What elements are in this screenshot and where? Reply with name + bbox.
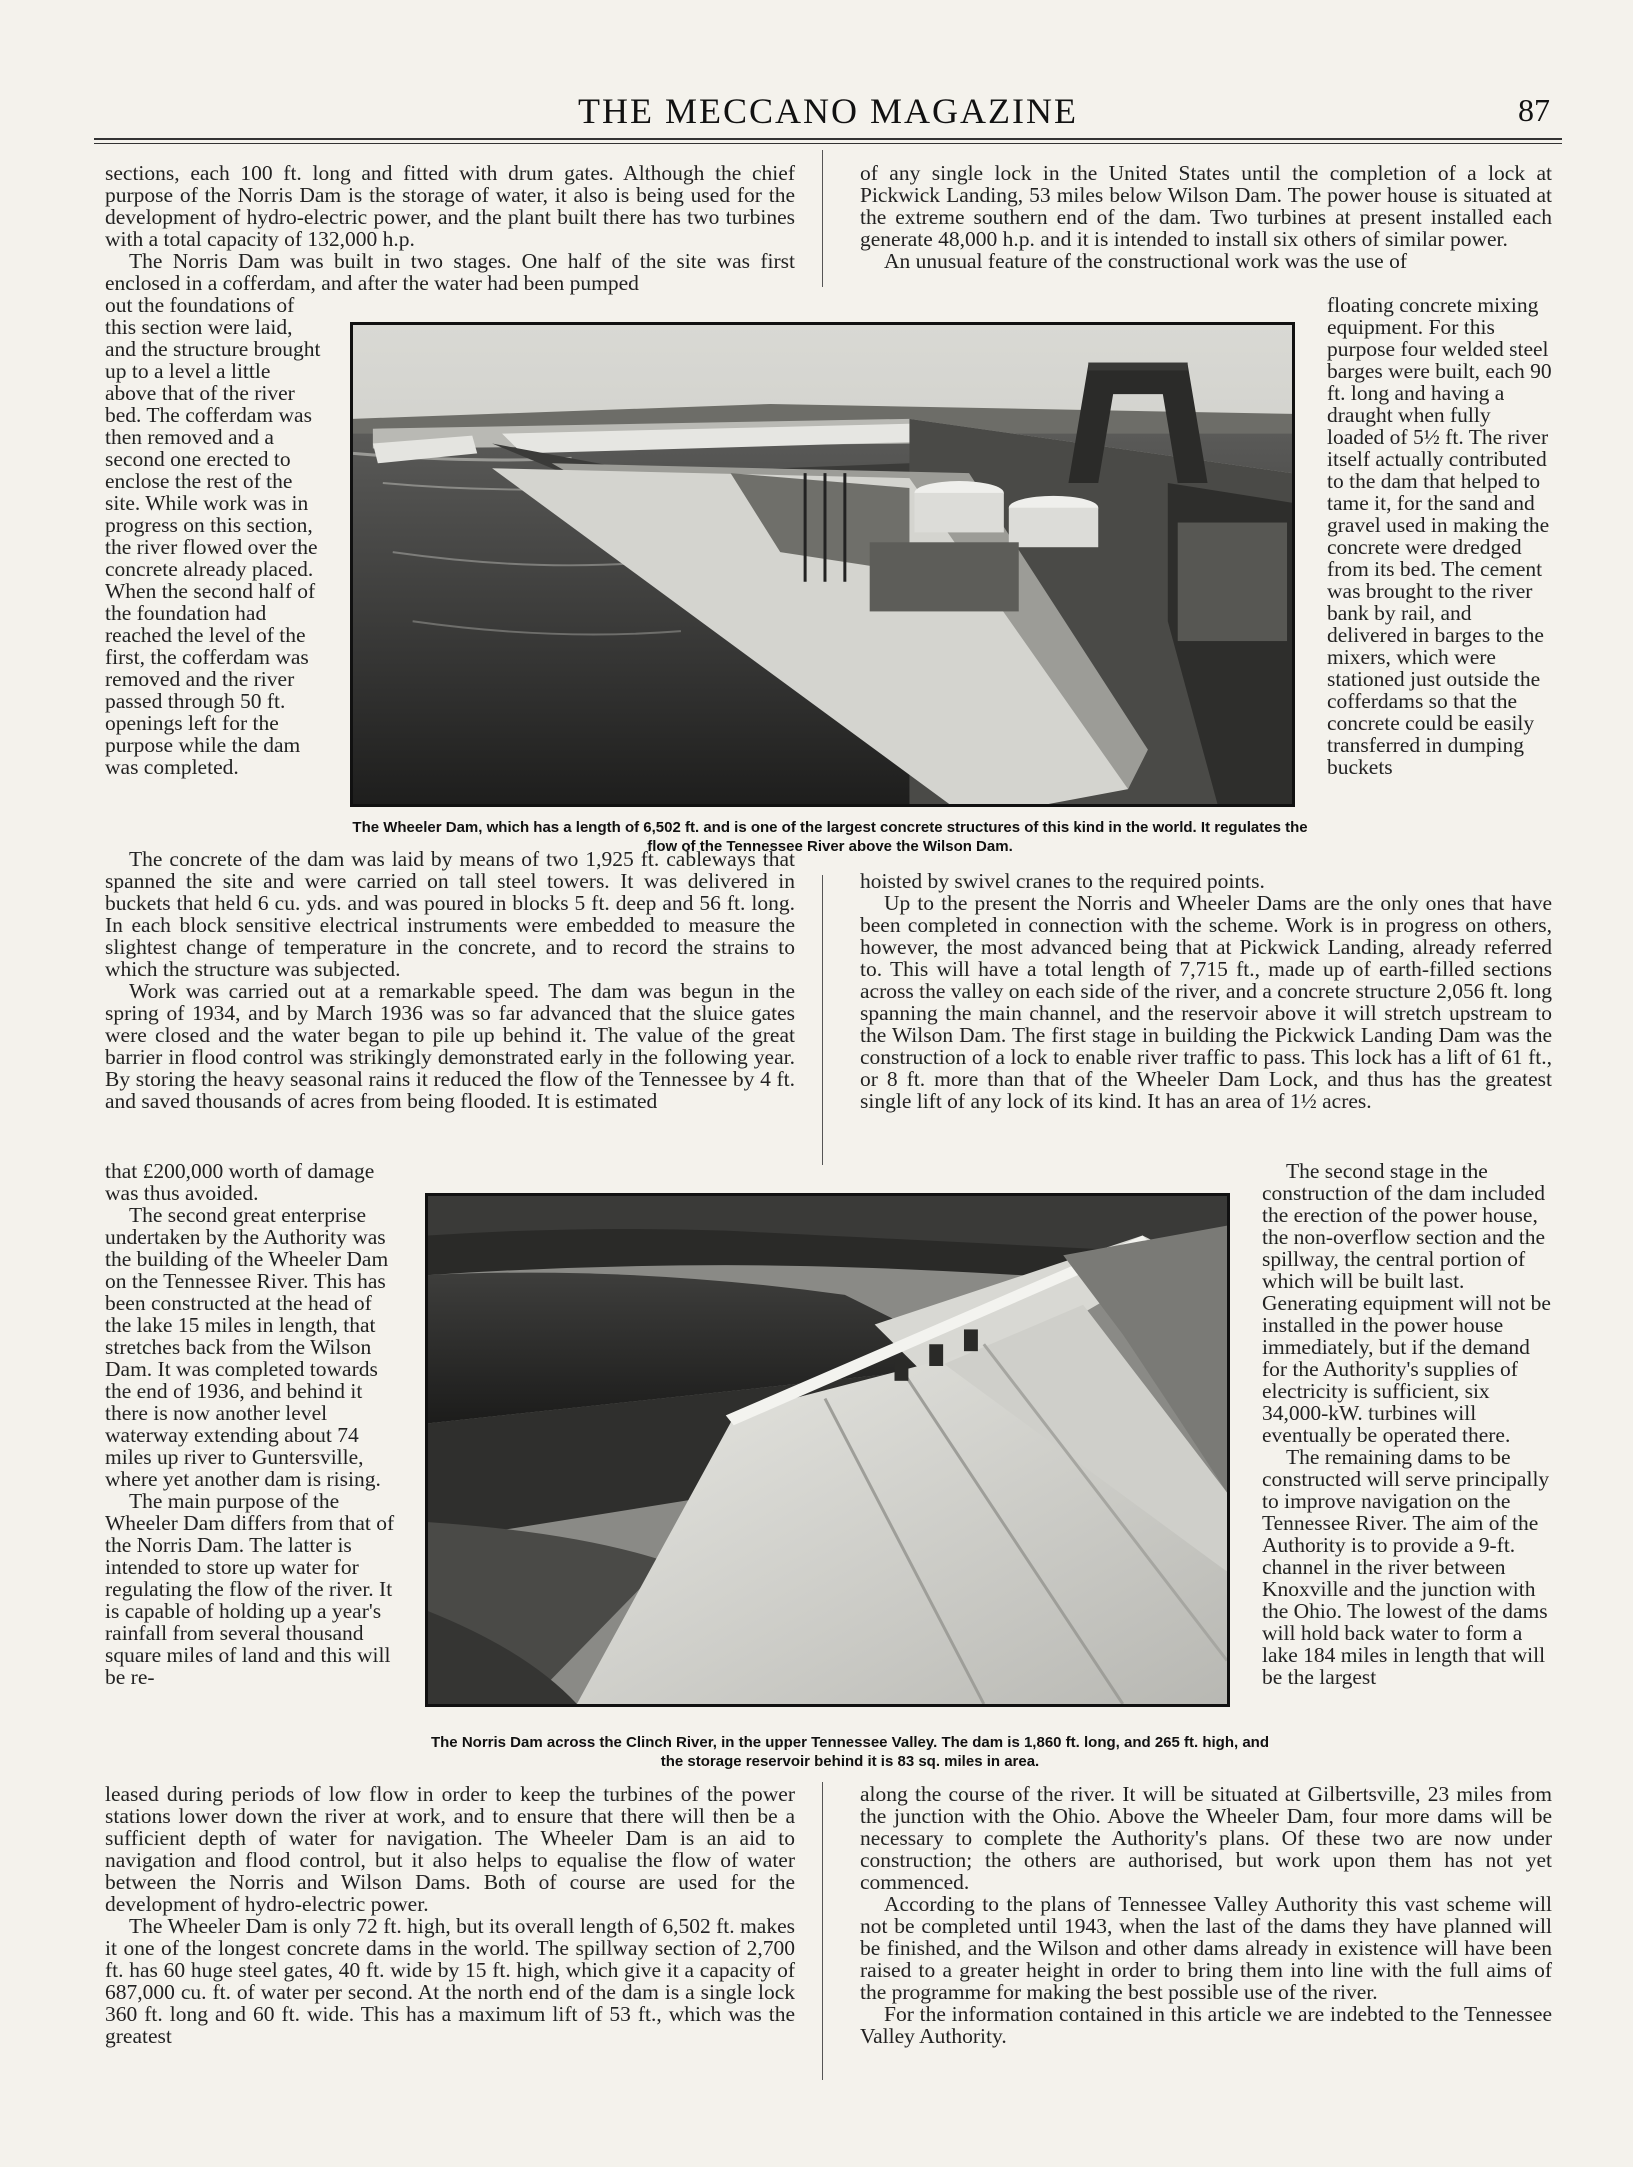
left-beside-photo2-text <box>105 1160 395 1688</box>
paragraph: Up to the present the Norris and Wheeler Dams are the only ones that have been completed in connection with the scheme. Work is in progress on others, however, the most advanced being that at Pickwick Landing, already referred to. This will have a total length of 7,715 ft., made up of earth-filled sections across the valley on each side of the river, and a concrete structure 2,056 ft. long spanning the main channel, and the reservoir above it will stretch upstream to the Wilson Dam. The first stage in building the Pickwick Landing Dam was the construction of a lock to enable river traffic to pass. This lock has a lift of 61 ft., or 8 ft. more than that of the Wheeler Dam Lock, and thus has the greatest single lift of any lock of its kind. It has an area of 1½ acres. <box>860 891 1552 1113</box>
paragraph: The second stage in the construction of the dam included the erection of the power house, the non-overflow section and the spillway, the central portion of which will be built last. Generating equipment will not be installed in the power house immediately, but if the demand for the Authority's supplies of electricity is sufficient, six 34,000-kW. turbines will eventually be operated there. <box>1262 1159 1551 1447</box>
column-divider <box>822 875 823 1165</box>
wheeler-dam-photo <box>350 322 1295 807</box>
column-divider <box>822 1782 823 2080</box>
header-rule-thin <box>94 143 1562 144</box>
paragraph: hoisted by swivel cranes to the required points. <box>860 869 1265 893</box>
paragraph: The remaining dams to be constructed will serve principally to improve navigation on the Tennessee River. The aim of the Authority is to provide a 9-ft. channel in the river between Knoxville and the junction with the Ohio. The lowest of the dams will hold back water to form a lake 184 miles in length that will be the largest <box>1262 1445 1550 1689</box>
right-mid-text <box>860 870 1552 1112</box>
paragraph: The second great enterprise undertaken by the Authority was the building of the Wheeler Dam on the Tennessee River. This has been constructed at the head of the lake 15 miles in length, that stretches back from the Wilson Dam. It was completed towards the end of 1936, and behind it there is now another level waterway extending about 74 miles up river to Guntersville, where yet another dam is rising. <box>105 1203 389 1491</box>
norris-dam-illustration <box>428 1196 1227 1704</box>
paragraph: of any single lock in the United States until the completion of a lock at Pickwick Landing, 53 miles below Wilson Dam. The power house is situated at the extreme southern end of the dam. Two turbines at present installed each generate 48,000 h.p. and it is intended to install six others of similar power. <box>860 161 1552 251</box>
column-divider <box>822 150 823 287</box>
paragraph: According to the plans of Tennessee Valley Authority this vast scheme will not be completed until 1943, when the last of the dams they have planned will be finished, and the Wilson and other dams already in existence will have been raised to a greater height in order to bring them into line with the full aims of the programme for making the best possible use of the river. <box>860 1892 1552 2004</box>
paragraph: leased during periods of low flow in order to keep the turbines of the power stations lower down the river at work, and to ensure that there will then be a sufficient depth of water for navigation. The Wheeler Dam is an aid to navigation and flood control, but it also helps to equalise the flow of water between the Norris and Wilson Dams. Both of course are used for the development of hydro-electric power. <box>105 1782 795 1916</box>
right-beside-photo1-text <box>1327 294 1552 778</box>
paragraph: Work was carried out at a remarkable speed. The dam was begun in the spring of 1934, and by March 1936 was so far advanced that the sluice gates were closed and the water began to pile up behind it. The value of the great barrier in flood control was strikingly demonstrated early in the following year. By storing the heavy seasonal rains it reduced the flow of the Tennessee by 4 ft. and saved thousands of acres from being flooded. It is estimated <box>105 979 795 1113</box>
right-bottom-text <box>860 1783 1552 2047</box>
norris-dam-caption: The Norris Dam across the Clinch River, in the upper Tennessee Valley. The dam is 1,860 ft. long, and 265 ft. high, and the storage reservoir behind it is 83 sq. miles in area. <box>430 1734 1269 1770</box>
masthead <box>94 86 1562 136</box>
right-top-text <box>860 162 1552 272</box>
page-number: 87 <box>1518 92 1550 128</box>
paragraph: An unusual feature of the constructional work was the use of <box>884 249 1408 273</box>
paragraph: The Wheeler Dam is only 72 ft. high, but its overall length of 6,502 ft. makes it one of the longest concrete dams in the world. The spillway section of 2,700 ft. has 60 huge steel gates, 40 ft. wide by 15 ft. high, which give it a capacity of 687,000 cu. ft. of water per second. At the north end of the dam is a single lock 360 ft. long and 60 ft. wide. This has a maximum lift of 53 ft., which was the greatest <box>105 1914 795 2048</box>
wheeler-dam-illustration <box>353 325 1292 804</box>
paragraph: out the foundations of this section were laid, and the structure brought up to a level a little above that of the river bed. The cofferdam was then removed and a second one erected to enclose the rest of the site. While work was in progress on this section, the river flowed over the concrete already placed. When the second half of the foundation had reached the level of the first, the cofferdam was removed and the river passed through 50 ft. openings left for the purpose while the dam was completed. <box>105 293 321 779</box>
left-beside-photo1-text <box>105 294 327 778</box>
paragraph: For the information contained in this article we are indebted to the Tennessee Valley Authority. <box>860 2002 1552 2048</box>
left-top-text <box>105 162 795 294</box>
paragraph: The Norris Dam was built in two stages. One half of the site was first enclosed in a cofferdam, and after the water had been pumped <box>105 249 795 295</box>
left-bottom-text <box>105 1783 795 2047</box>
paragraph: sections, each 100 ft. long and fitted with drum gates. Although the chief purpose of the Norris Dam is the storage of water, it also is being used for the development of hydro-electric power, and the plant built there has two turbines with a total capacity of 132,000 h.p. <box>105 161 795 251</box>
norris-dam-photo <box>425 1193 1230 1707</box>
paragraph: along the course of the river. It will be situated at Gilbertsville, 23 miles from the junction with the Ohio. Above the Wheeler Dam, four more dams will be necessary to complete the Authority's plans. Of these two are now under construction; the others are authorised, but work upon them has not yet commenced. <box>860 1782 1552 1894</box>
right-beside-photo2-text <box>1262 1160 1552 1688</box>
paragraph: The main purpose of the Wheeler Dam differs from that of the Norris Dam. The latter is intended to store up water for regulating the flow of the river. It is capable of holding up a year's rainfall from several thousand square miles of land and this will be re- <box>105 1489 395 1689</box>
header-rule <box>94 138 1562 140</box>
paragraph: The concrete of the dam was laid by means of two 1,925 ft. cableways that spanned the site and were carried on tall steel towers. It was delivered in buckets that held 6 cu. yds. and was poured in blocks 5 ft. deep and 56 ft. long. In each block sensitive electrical instruments were embedded to measure the slightest change of temperature in the concrete, and to record the strains to which the structure was subjected. <box>105 847 795 981</box>
paragraph: floating concrete mixing equipment. For this purpose four welded steel barges were built, each 90 ft. long and having a draught when fully loaded of 5½ ft. The river itself actually contributed to the dam that helped to tame it, for the sand and gravel used in making the concrete were dredged from its bed. The cement was brought to the river bank by rail, and delivered in barges to the mixers, which were stationed just outside the cofferdams so that the concrete could be easily transferred in dumping buckets <box>1327 293 1552 779</box>
paragraph: that £200,000 worth of damage was thus avoided. <box>105 1159 375 1205</box>
left-mid-text <box>105 848 795 1112</box>
magazine-title: THE MECCANO MAGAZINE <box>578 91 1078 131</box>
wheeler-dam-caption: The Wheeler Dam, which has a length of 6,502 ft. and is one of the largest concrete structures of this kind in the world. It regulates the flow of the Tennessee River above the Wilson Dam. <box>352 819 1308 855</box>
